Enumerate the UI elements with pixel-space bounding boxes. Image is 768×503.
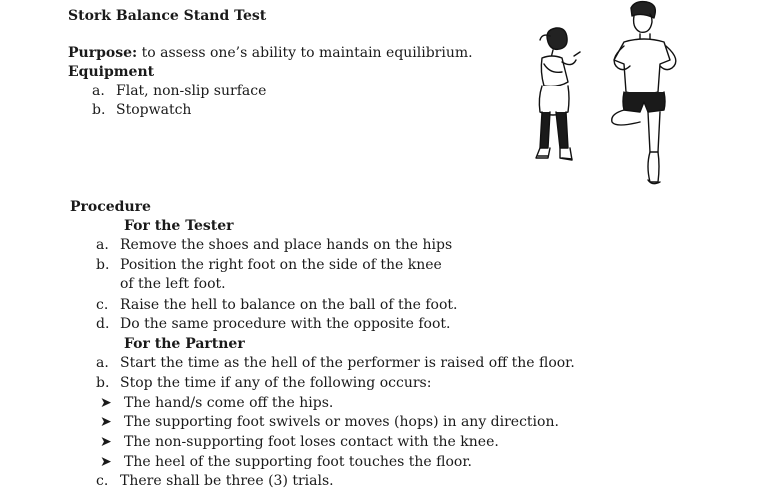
list-item	[96, 315, 451, 334]
list-item-text: Do the same procedure with the opposite foot.	[120, 316, 451, 332]
list-item-text: The supporting foot swivels or moves (hops) in any direction.	[124, 414, 559, 430]
list-marker: d.	[96, 316, 110, 332]
arrow-bullet-icon: ➤	[100, 434, 112, 450]
list-marker: b.	[92, 102, 106, 118]
list-item-text: of the left foot.	[120, 276, 226, 292]
equipment-item-text: Flat, non-slip surface	[116, 83, 267, 99]
equipment-item	[92, 101, 191, 120]
arrow-bullet-icon: ➤	[100, 454, 112, 470]
list-item-text: Start the time as the hell of the performer is raised off the floor.	[120, 355, 575, 371]
list-marker: c.	[96, 473, 109, 489]
list-marker: c.	[96, 297, 109, 313]
stork-stand-illustration	[520, 0, 700, 190]
list-item	[96, 236, 452, 255]
list-item-text: The non-supporting foot loses contact with the knee.	[124, 434, 499, 450]
purpose-line	[68, 44, 473, 63]
list-item-text: Position the right foot on the side of the knee	[120, 257, 442, 273]
equipment-item-text: Stopwatch	[116, 102, 192, 118]
partner-heading: For the Partner	[124, 336, 245, 352]
tester-heading: For the Tester	[124, 218, 234, 234]
tester-figure	[536, 28, 580, 160]
list-item-text: There shall be three (3) trials.	[120, 473, 334, 489]
list-item	[96, 354, 575, 373]
list-item	[96, 374, 431, 393]
list-item	[100, 433, 499, 452]
list-marker: b.	[96, 257, 110, 273]
list-item-text: Raise the hell to balance on the ball of the foot.	[120, 297, 458, 313]
list-item	[96, 472, 334, 491]
list-marker: a.	[96, 237, 109, 253]
list-marker: a.	[96, 355, 109, 371]
performer-figure	[612, 2, 676, 184]
list-item	[96, 275, 226, 294]
purpose-label: Purpose:	[68, 45, 138, 61]
procedure-heading: Procedure	[70, 199, 151, 215]
list-item-text: The hand/s come off the hips.	[124, 395, 334, 411]
equipment-heading: Equipment	[68, 64, 155, 80]
list-item	[100, 453, 472, 472]
list-item	[100, 394, 333, 413]
arrow-bullet-icon: ➤	[100, 414, 112, 430]
list-item-text: The heel of the supporting foot touches the floor.	[124, 454, 472, 470]
document-title: Stork Balance Stand Test	[68, 8, 267, 24]
list-item	[96, 296, 457, 315]
arrow-bullet-icon: ➤	[100, 395, 112, 411]
list-item	[100, 413, 559, 432]
list-marker: a.	[92, 83, 105, 99]
equipment-item	[92, 82, 266, 101]
list-marker: b.	[96, 375, 110, 391]
purpose-text: to assess one’s ability to maintain equilibrium.	[137, 45, 473, 61]
list-item-text: Remove the shoes and place hands on the hips	[120, 237, 453, 253]
list-item	[96, 256, 442, 275]
list-item-text: Stop the time if any of the following occurs:	[120, 375, 432, 391]
